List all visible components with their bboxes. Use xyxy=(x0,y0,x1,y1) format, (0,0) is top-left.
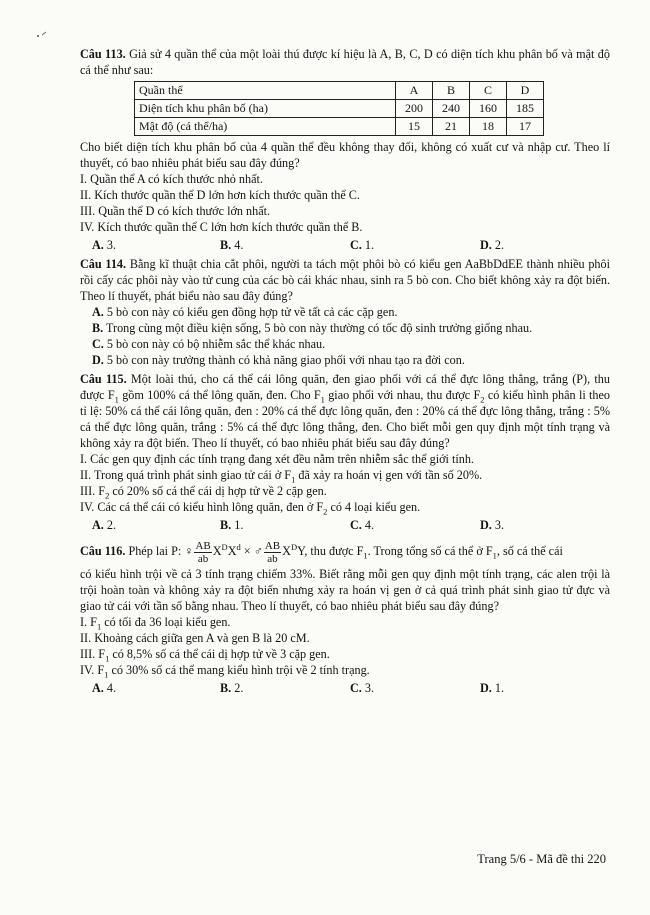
question-number: Câu 113. xyxy=(80,47,126,61)
answer-option-c[interactable]: C. 3. xyxy=(350,681,375,695)
answer-option-a[interactable]: A. 4. xyxy=(92,681,117,695)
answer-option-d[interactable]: D. 3. xyxy=(480,518,505,532)
table-cell: 17 xyxy=(507,118,544,136)
question-intro: Bằng kĩ thuật chia cắt phôi, người ta tách một phôi bò có kiểu gen AaBbDdEE thành nhiều phôi rồi cấy các phôi này vào tử cung của các bò cái khác nhau, sinh ra 5 bò con. Cho biết không xảy ra đột biến. Theo lí thuyết, phát biểu nào sau đây đúng? xyxy=(80,257,610,303)
question-115: Câu 115. Một loài thú, cho cá thể cái lông quăn, đen giao phối với cá thể đực lông thẳng, trắng (P), thu được $F_1$ gồm 100% cá thể lông quăn, đen. Cho $F_1$ giao phối với nhau, thu được $F_2$ có kiểu hình phân li theo tỉ lệ: 50% cá thể cái lông quăn, đen : 20% cá thể đực lông quăn, đen : 20% cá thể đực lông thẳng, trắng : 5% cá thể đực lông quăn, trắng : 5% cá thể đực lông thẳng, đen. Cho biết mỗi gen quy định một tính trạng và không xảy ra đột biến. Theo lí thuyết, có bao nhiêu phát biểu sau đây đúng? I. Các gen quy định các tính trạng đang xét đều nằm trên nhiễm sắc thể giới tính. II. Trong quá trình phát sinh giao tử cái ở $F_1$ đã xảy ra hoán vị gen với tần số 20%. III. $F_2$ có 20% số cá thể cái dị hợp tử về 2 cặp gen. IV. Các cá thể cái có kiểu hình lông quăn, đen ở $F_2$ có 4 loại kiểu gen. A. 2. B. 1. C. 4. D. 3. xyxy=(80,372,611,532)
table-cell: 160 xyxy=(470,100,507,118)
statement: III. Quần thể D có kích thước lớn nhất. xyxy=(80,204,271,218)
statement: IV. Kích thước quần thể C lớn hơn kích thước quần thể B. xyxy=(80,220,363,234)
question-113 xyxy=(80,46,610,253)
answer-options xyxy=(80,237,610,253)
table-row xyxy=(135,82,544,100)
question-intro: Giả sử 4 quần thể của một loài thú được kí hiệu là A, B, C, D có diện tích khu phân bố và mật độ cá thể như sau: xyxy=(80,47,610,77)
question-114 xyxy=(80,256,610,368)
table-row xyxy=(135,100,544,118)
table-header-cell: B xyxy=(433,82,470,100)
table-cell: 240 xyxy=(433,100,470,118)
statement: I. Các gen quy định các tính trạng đang xét đều nằm trên nhiễm sắc thể giới tính. xyxy=(80,452,474,466)
page-footer: Trang 5/6 - Mã đề thi 220 xyxy=(477,852,606,866)
answer-options xyxy=(80,517,610,533)
exam-page xyxy=(80,46,610,699)
table-cell: Diện tích khu phân bố (ha) xyxy=(135,100,396,118)
question-116: Câu 116. Phép lai P: ♀ $\frac{AB}{ab}$ $X^DX^d$ × ♂ $\frac{AB}{ab}$ $X^DY$, thu được $F_1$. Trong tổng số cá thể ở $F_1$, số cá thể cái có kiểu hình trội về cả 3 tính trạng chiếm 33%. Biết rằng mỗi gen quy định một tính trạng, các alen trội là trội hoàn toàn và không xảy ra đột biến nhưng xảy ra hoán vị gen ở cả quá trình phát sinh giao tử đực và giao tử cái với tần số bằng nhau. Theo lí thuyết, có bao nhiêu phát biểu sau đây đúng? I. $F_1$ có tối đa 36 loại kiểu gen. II. Khoảng cách giữa gen A và gen B là 20 cM. III. $F_1$ có 8,5% số cá thể cái dị hợp tử về 3 cặp gen. IV. $F_1$ có 30% số cá thể mang kiểu hình trội về 2 tính trạng. A. 4. B. 2. C. 3. D. 1. xyxy=(80,539,610,695)
table-cell: 18 xyxy=(470,118,507,136)
table-header-cell: D xyxy=(507,82,544,100)
answer-option-d[interactable]: D. 5 bò con này trưởng thành có khả năng giao phối với nhau tạo ra đời con. xyxy=(92,353,465,367)
statement: IV. Các cá thể cái có kiểu hình lông quăn, đen ở $F_2$ có 4 loại kiểu gen. xyxy=(80,500,421,517)
answer-option-d[interactable]: D. 1. xyxy=(480,681,505,695)
table-header-cell: A xyxy=(396,82,433,100)
table-cell: Mật độ (cá thể/ha) xyxy=(135,118,396,136)
genotype-fraction: $\frac{AB}{ab}$ xyxy=(264,539,281,565)
question-number: Câu 114. xyxy=(80,257,127,271)
statement: I. $F_1$ có tối đa 36 loại kiểu gen. xyxy=(80,615,231,632)
answer-option-b[interactable]: B. Trong cùng một điều kiện sống, 5 bò con này thường có tốc độ sinh trưởng giống nhau. xyxy=(92,321,533,335)
table-header-cell: Quần thể xyxy=(135,82,396,100)
answer-option-b[interactable]: B. 2. xyxy=(220,681,244,695)
statement: IV. $F_1$ có 30% số cá thể mang kiểu hình trội về 2 tính trạng. xyxy=(80,663,370,680)
answer-option-c[interactable]: C. 4. xyxy=(350,518,375,532)
question-text: Cho biết diện tích khu phân bố của 4 quần thể đều không thay đổi, không có xuất cư và nhập cư. Theo lí thuyết, có bao nhiêu phát biểu sau đây đúng? xyxy=(80,140,610,170)
table-cell: 21 xyxy=(433,118,470,136)
statement: II. Khoảng cách giữa gen A và gen B là 20 cM. xyxy=(80,631,310,645)
table-cell: 185 xyxy=(507,100,544,118)
genotype-fraction: $\frac{AB}{ab}$ xyxy=(195,539,211,565)
scan-mark-icon xyxy=(36,30,48,38)
table-cell: 200 xyxy=(396,100,433,118)
statement: III. $F_1$ có 8,5% số cá thể cái dị hợp tử về 3 cặp gen. xyxy=(80,647,330,664)
statement: I. Quần thể A có kích thước nhỏ nhất. xyxy=(80,172,263,186)
question-number: Câu 115. xyxy=(80,372,127,386)
answer-option-b[interactable]: B. 1. xyxy=(220,518,244,532)
question-number: Câu 116. xyxy=(80,544,126,558)
answer-option-c[interactable]: C. 1. xyxy=(350,238,375,252)
answer-option-c[interactable]: C. 5 bò con này có bộ nhiễm sắc thể khác nhau. xyxy=(92,337,326,351)
answer-options xyxy=(80,680,610,696)
answer-option-b[interactable]: B. 4. xyxy=(220,238,244,252)
statement: II. Trong quá trình phát sinh giao tử cái ở $F_1$ đã xảy ra hoán vị gen với tần số 20%. xyxy=(80,468,483,485)
statement: III. $F_2$ có 20% số cá thể cái dị hợp tử về 2 cặp gen. xyxy=(80,484,327,501)
table-row xyxy=(135,118,544,136)
table-cell: 15 xyxy=(396,118,433,136)
table-header-cell: C xyxy=(470,82,507,100)
population-table xyxy=(134,81,544,136)
answer-option-d[interactable]: D. 2. xyxy=(480,238,505,252)
question-text: có kiểu hình trội về cả 3 tính trạng chiếm 33%. Biết rằng mỗi gen quy định một tính trạng, các alen trội là trội hoàn toàn và không xảy ra đột biến nhưng xảy ra hoán vị gen ở cả quá trình phát sinh giao tử đực và giao tử cái với tần số bằng nhau. Theo lí thuyết, có bao nhiêu phát biểu sau đây đúng? xyxy=(80,567,610,613)
statement: II. Kích thước quần thể D lớn hơn kích thước quần thể C. xyxy=(80,188,360,202)
answer-option-a[interactable]: A. 5 bò con này có kiểu gen đồng hợp tử về tất cả các cặp gen. xyxy=(92,305,398,319)
answer-option-a[interactable]: A. 2. xyxy=(92,518,117,532)
answer-option-a[interactable]: A. 3. xyxy=(92,238,117,252)
